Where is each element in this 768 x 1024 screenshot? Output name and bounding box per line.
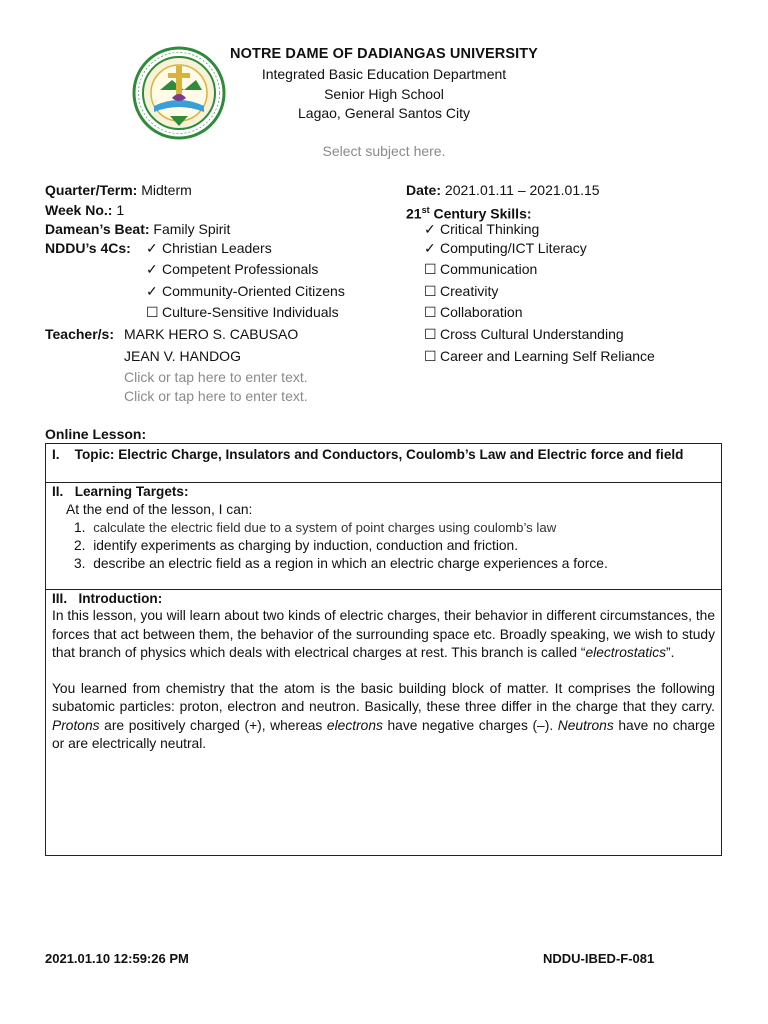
introduction-section <box>46 589 721 855</box>
teacher-label: Teacher/s: <box>45 326 114 342</box>
skill-item[interactable] <box>424 238 587 258</box>
introduction-paragraph <box>46 680 721 754</box>
checkbox-icon: ☐ <box>424 304 437 320</box>
subject-select[interactable]: Select subject here. <box>322 143 446 159</box>
targets-title <box>46 482 721 500</box>
teacher-input[interactable]: Click or tap here to enter text. <box>124 369 308 385</box>
skill-item-label: Collaboration <box>440 304 523 320</box>
fourcs-item-label: Community-Oriented Citizens <box>162 283 345 299</box>
skill-item[interactable] <box>424 346 655 366</box>
week-value: 1 <box>116 202 125 218</box>
teacher-name: JEAN V. HANDOG <box>124 348 241 364</box>
department-name: Integrated Basic Education Department <box>261 66 507 82</box>
target-number: 2. <box>74 538 86 553</box>
quarter-label: Quarter/Term: <box>45 182 138 198</box>
check-icon: ✓ <box>146 283 158 299</box>
emphasis-text: Neutrons <box>557 717 614 733</box>
skills-label-text: Century Skills: <box>429 205 532 222</box>
target-number: 1. <box>74 520 86 535</box>
target-item <box>46 555 721 573</box>
target-text: identify experiments as charging by induction, conduction and friction. <box>93 538 519 553</box>
quarter-value: Midterm <box>141 182 192 198</box>
target-item <box>46 519 721 537</box>
beat-row <box>45 219 230 239</box>
paragraph-text: are positively charged (+), whereas <box>99 717 327 733</box>
lesson-table <box>45 443 722 856</box>
university-name: NOTRE DAME OF DADIANGAS UNIVERSITY <box>230 46 538 62</box>
fourcs-item[interactable] <box>146 259 318 279</box>
teacher-name: MARK HERO S. CABUSAO <box>124 326 299 342</box>
school-level: Senior High School <box>324 86 444 102</box>
date-label: Date: <box>406 182 442 198</box>
fourcs-item-label: Christian Leaders <box>162 240 272 256</box>
skill-item[interactable] <box>424 302 523 322</box>
introduction-number: III. <box>52 591 68 606</box>
footer-timestamp: 2021.01.10 12:59:26 PM <box>45 951 189 966</box>
introduction-title <box>46 589 721 607</box>
school-address: Lagao, General Santos City <box>298 105 470 121</box>
teacher-input[interactable]: Click or tap here to enter text. <box>124 388 308 404</box>
skill-item-label: Communication <box>440 261 538 277</box>
date-row <box>406 180 600 200</box>
skill-item[interactable] <box>424 259 537 279</box>
introduction-title-text: Introduction: <box>78 591 163 606</box>
targets-title-text: Learning Targets: <box>74 484 189 499</box>
topic-title <box>46 444 721 463</box>
quarter-row <box>45 180 192 200</box>
beat-label: Damean’s Beat: <box>45 221 150 237</box>
paragraph-text: ”. <box>666 645 675 660</box>
skill-item-label: Computing/ICT Literacy <box>440 240 587 256</box>
paragraph-text: have no charge or are electrically neutral. <box>52 717 715 751</box>
skill-item-label: Critical Thinking <box>440 221 540 237</box>
target-text: describe an electric field as a region in which an electric charge experiences a force. <box>93 556 608 571</box>
emphasis-text: electrons <box>326 717 383 733</box>
checkbox-icon: ☐ <box>424 283 437 299</box>
check-icon: ✓ <box>424 240 436 256</box>
fourcs-item[interactable] <box>146 302 339 322</box>
checkbox-icon: ☐ <box>424 261 437 277</box>
skill-item-label: Creativity <box>440 283 499 299</box>
fourcs-label: NDDU’s 4Cs: <box>45 240 131 256</box>
fourcs-item[interactable] <box>146 238 272 258</box>
checkbox-icon: ☐ <box>146 304 159 320</box>
topic-section <box>46 444 721 483</box>
check-icon: ✓ <box>146 261 158 277</box>
skill-item[interactable] <box>424 219 539 239</box>
week-row <box>45 200 124 220</box>
targets-section <box>46 482 721 590</box>
skill-item-label: Cross Cultural Understanding <box>440 326 624 342</box>
check-icon: ✓ <box>424 221 436 237</box>
skills-label-sup: st <box>421 205 430 215</box>
targets-number: II. <box>52 484 64 499</box>
skill-item-label: Career and Learning Self Reliance <box>440 348 655 364</box>
skills-label-number: 21 <box>406 205 422 222</box>
lesson-heading: Online Lesson: <box>45 426 147 442</box>
check-icon: ✓ <box>146 240 158 256</box>
week-label: Week No.: <box>45 202 113 218</box>
checkbox-icon: ☐ <box>424 348 437 364</box>
footer-form-code: NDDU-IBED-F-081 <box>543 951 655 966</box>
target-item <box>46 537 721 555</box>
emphasis-text: Protons <box>52 717 100 733</box>
targets-intro: At the end of the lesson, I can: <box>66 502 253 517</box>
target-text: calculate the electric field due to a system of point charges using coulomb’s law <box>93 520 557 535</box>
emphasis-text: electrostatics <box>585 645 666 660</box>
topic-number: I. <box>52 447 60 462</box>
checkbox-icon: ☐ <box>424 326 437 342</box>
topic-text: Topic: Electric Charge, Insulators and Conductors, Coulomb’s Law and Electric force and field <box>74 447 684 462</box>
skill-item[interactable] <box>424 324 624 344</box>
paragraph-text: have negative charges (–). <box>382 717 558 733</box>
target-number: 3. <box>74 556 86 571</box>
fourcs-item[interactable] <box>146 281 345 301</box>
introduction-paragraph <box>46 607 721 663</box>
fourcs-item-label: Competent Professionals <box>162 261 319 277</box>
date-value: 2021.01.11 – 2021.01.15 <box>444 182 600 198</box>
skill-item[interactable] <box>424 281 498 301</box>
paragraph-text: In this lesson, you will learn about two kinds of electric charges, their behavior in different circumstances, the forces that act between them, the behavior of the surrounding space etc. Broadly speaking, we wish to study that branch of physics which deals with electrical charges at rest. This branch is called “ <box>52 608 715 660</box>
beat-value: Family Spirit <box>153 221 231 237</box>
paragraph-text: You learned from chemistry that the atom is the basic building block of matter. It comprises the following subatomic particles: proton, electron and neutron. Basically, these three differ in the charge that they carry. <box>52 680 715 714</box>
fourcs-item-label: Culture-Sensitive Individuals <box>162 304 339 320</box>
